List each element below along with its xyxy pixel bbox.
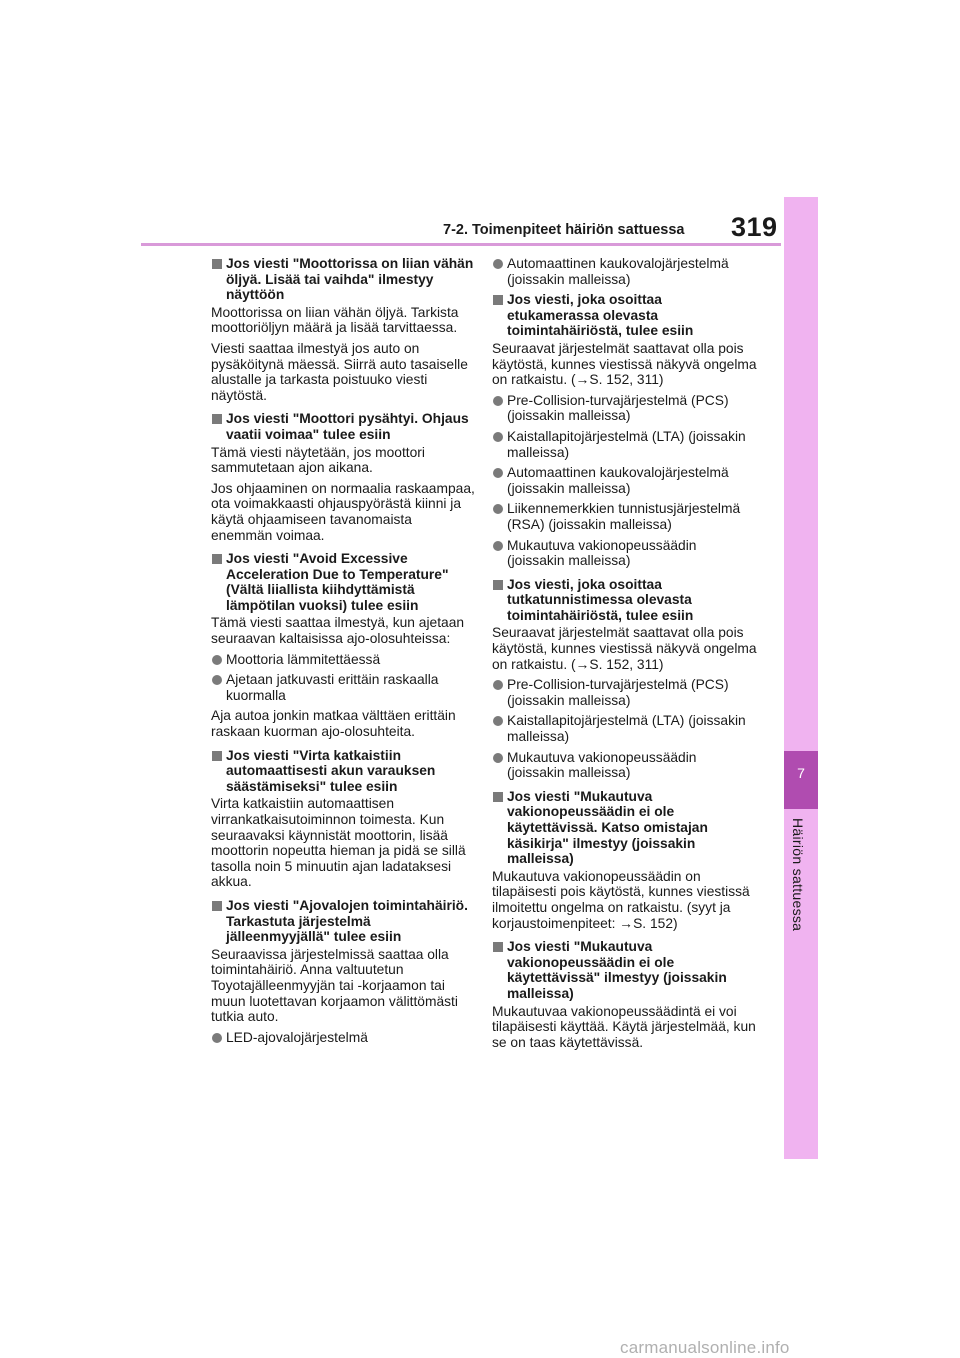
paragraph: Tämä viesti saattaa ilmestyä, kun ajetaan seuraavan kaltaisissa ajo-olosuhteissa: xyxy=(211,615,465,647)
bullet-item: Pre-Collision-turvajärjestelmä (PCS) (joissakin malleissa) xyxy=(492,393,757,424)
bullet-item: Pre-Collision-turvajärjestelmä (PCS) (joissakin malleissa) xyxy=(492,677,757,708)
bullet-item: LED-ajovalojärjestelmä xyxy=(211,1030,476,1046)
bullet-item: Mukautuva vakionopeussäädin (joissakin malleissa) xyxy=(492,538,757,569)
watermark: carmanualsonline.info xyxy=(620,1338,790,1357)
header-rule xyxy=(141,243,781,246)
heading: Jos viesti "Moottori pysähtyi. Ohjaus vaatii voimaa" tulee esiin xyxy=(211,411,476,442)
heading: Jos viesti, joka osoittaa tutkatunnistimessa olevasta toimintahäiriöstä, tulee esiin xyxy=(492,577,757,624)
paragraph: Mukautuva vakionopeussäädin on tilapäisesti pois käytöstä, kunnes viestissä ilmoitettu ongelma on ratkaistu. (syyt ja korjaustoimenpiteet: →S. 152) xyxy=(492,868,750,931)
paragraph: Seuraavat järjestelmät saattavat olla pois käytöstä, kunnes viestissä näkyvä ongelma on ratkaistu. (→S. 152, 311) xyxy=(492,340,757,388)
left-column xyxy=(211,256,476,1050)
chapter-number: 7 xyxy=(797,765,805,781)
heading: Jos viesti "Avoid Excessive Acceleration Due to Temperature" (Vältä liiallista kiihdyttämistä lämpötilan vuoksi) tulee esiin xyxy=(211,551,476,613)
bullet-item: Automaattinen kaukovalojärjestelmä (joissakin malleissa) xyxy=(492,465,757,496)
heading: Jos viesti "Ajovalojen toimintahäiriö. Tarkastuta järjestelmä jälleenmyyjällä" tulee esiin xyxy=(211,898,476,945)
paragraph: Moottorissa on liian vähän öljyä. Tarkista moottoriöljyn määrä ja lisää tarvittaessa. xyxy=(211,304,459,336)
bullet-item: Mukautuva vakionopeussäädin (joissakin malleissa) xyxy=(492,750,757,781)
paragraph: Seuraavat järjestelmät saattavat olla pois käytöstä, kunnes viestissä näkyvä ongelma on ratkaistu. (→S. 152, 311) xyxy=(492,625,757,672)
chapter-side-tab xyxy=(784,197,818,1159)
heading: Jos viesti, joka osoittaa etukamerassa olevasta toimintahäiriöstä, tulee esiin xyxy=(492,292,757,339)
chapter-title: Häiriön sattuessa xyxy=(790,818,806,932)
bullet-item: Kaistallapitojärjestelmä (LTA) (joissakin malleissa) xyxy=(492,713,757,744)
bullet-item: Moottoria lämmitettäessä xyxy=(211,652,476,668)
right-column xyxy=(492,256,757,1055)
heading: Jos viesti "Mukautuva vakionopeussäädin ei ole käytettävissä" ilmestyy (joissakin malleissa) xyxy=(492,939,757,1001)
paragraph: Aja autoa jonkin matkaa välttäen erittäin raskaan kuorman ajo-olosuhteita. xyxy=(211,708,456,740)
paragraph: Jos ohjaaminen on normaalia raskaampaa, ota voimakkaasti ohjauspyörästä kiinni ja käytä ohjaamiseen tavanomaista enemmän voimaa. xyxy=(211,480,475,543)
section-title: 7-2. Toimenpiteet häiriön sattuessa xyxy=(443,222,685,238)
paragraph: Virta katkaistiin automaattisen virrankatkaisutoiminnon toimesta. Kun seuraavaksi käynnistät moottorin, lisää moottorin nopeutta hieman ja pidä se sillä tasolla noin 5 minuutin ajan ladataksesi akkua. xyxy=(211,796,466,890)
paragraph: Seuraavissa järjestelmissä saattaa olla toimintahäiriö. Anna valtuutetun Toyotajälleenmyyjän tai -korjaamon tai muun luotettavan korjaamon välittömästi tutkia auto. xyxy=(211,946,458,1025)
heading: Jos viesti "Mukautuva vakionopeussäädin ei ole käytettävissä. Katso omistajan käsikirja" ilmestyy (joissakin malleissa) xyxy=(492,789,757,867)
bullet-item: Automaattinen kaukovalojärjestelmä (joissakin malleissa) xyxy=(492,256,757,287)
page-number: 319 xyxy=(731,212,778,242)
heading: Jos viesti "Virta katkaistiin automaattisesti akun varauksen säästämiseksi" tulee esiin xyxy=(211,748,476,795)
paragraph: Mukautuvaa vakionopeussäädintä ei voi tilapäisesti käyttää. Käytä järjestelmää, kun se on taas käytettävissä. xyxy=(492,1003,756,1050)
paragraph: Viesti saattaa ilmestyä jos auto on pysäköitynä mäessä. Siirrä auto tasaiselle alustalle ja tarkasta poistuuko viesti näytöstä. xyxy=(211,340,468,403)
bullet-item: Kaistallapitojärjestelmä (LTA) (joissakin malleissa) xyxy=(492,429,757,460)
heading: Jos viesti "Moottorissa on liian vähän öljyä. Lisää tai vaihda" ilmestyy näyttöön xyxy=(211,256,476,303)
paragraph: Tämä viesti näytetään, jos moottori sammutetaan ajon aikana. xyxy=(211,444,425,476)
bullet-item: Ajetaan jatkuvasti erittäin raskaalla kuormalla xyxy=(211,672,476,703)
bullet-item: Liikennemerkkien tunnistusjärjestelmä (RSA) (joissakin malleissa) xyxy=(492,501,757,532)
